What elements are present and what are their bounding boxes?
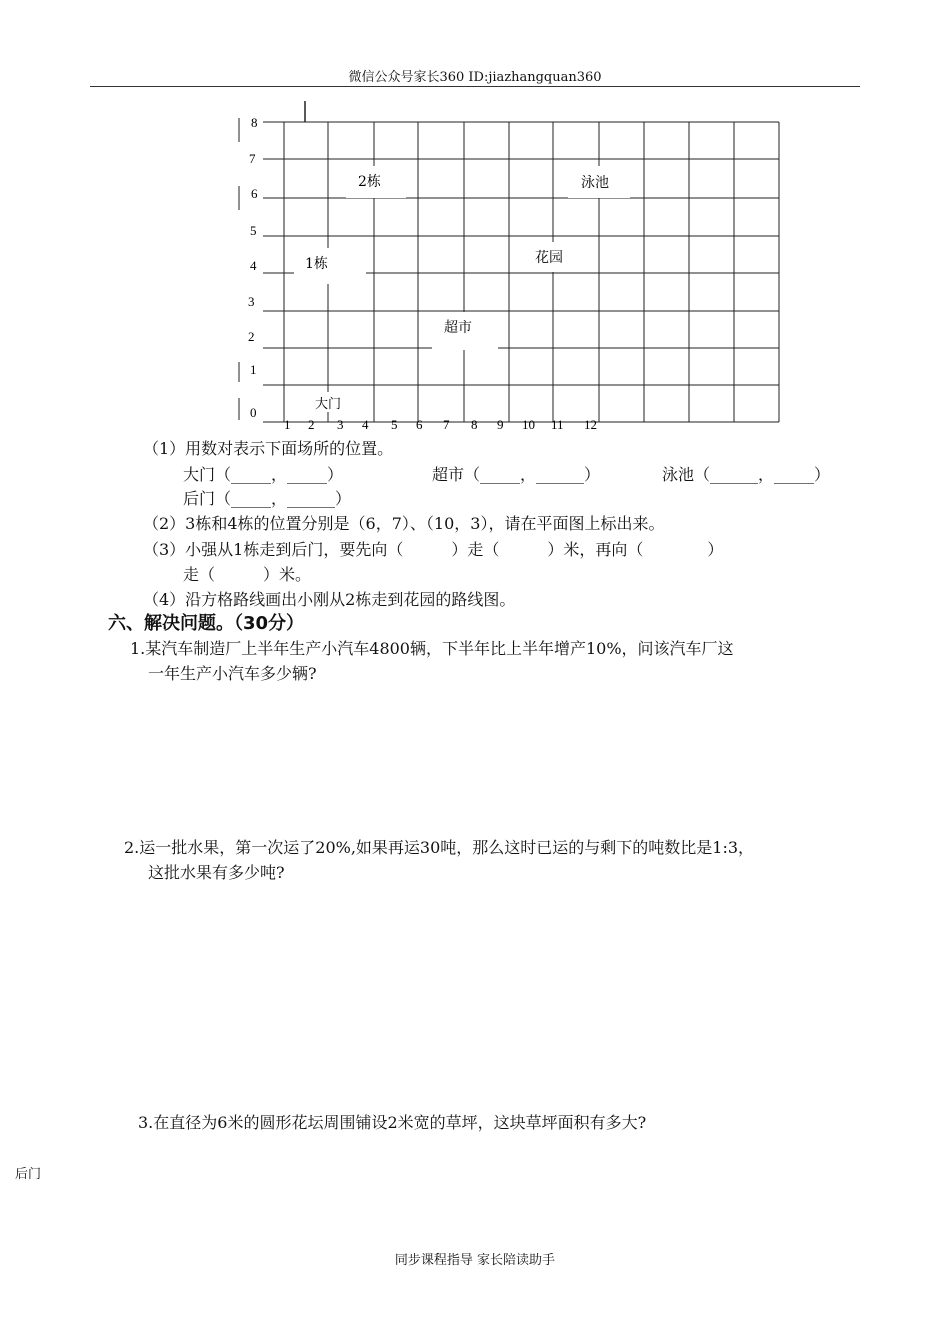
problem-1: 1.某汽车制造厂上半年生产小汽车4800辆，下半年比上半年增产10%，问该汽车厂这: [130, 639, 734, 658]
x-tick-label: 10: [522, 417, 535, 432]
y-tick-label: 2: [248, 329, 255, 344]
problem-2-cont: 这批水果有多少吨?: [148, 863, 285, 882]
section-6-title: 六、解决问题。（30分）: [108, 613, 305, 634]
x-tick-label: 4: [362, 417, 369, 432]
y-tick-label: 4: [250, 258, 257, 273]
y-tick-label: 0: [250, 405, 257, 420]
page-header: 微信公众号家长360 ID:jiazhangquan360: [348, 70, 602, 85]
question-1: （1）用数对表示下面场所的位置。: [143, 439, 394, 458]
x-tick-label: 6: [416, 417, 423, 432]
x-tick-label: 7: [443, 417, 450, 432]
problem-3: 3.在直径为6米的圆形花坛周围铺设2米宽的草坪，这块草坪面积有多大?: [138, 1113, 647, 1132]
question-4: （4）沿方格路线画出小刚从2栋走到花园的路线图。: [143, 590, 516, 609]
y-tick-label: 3: [248, 294, 255, 309]
y-tick-label: 1: [250, 362, 257, 377]
back-gate-label: 后门: [15, 1167, 42, 1182]
place-gate: 大门: [315, 397, 342, 412]
x-tick-label: 5: [391, 417, 398, 432]
page-footer: 同步课程指导 家长陪读助手: [394, 1253, 556, 1268]
x-tick-label: 12: [584, 417, 597, 432]
x-tick-label: 2: [308, 417, 315, 432]
question-2: （2）3栋和4栋的位置分别是（6，7）、（10，3），请在平面图上标出来。: [143, 514, 665, 533]
coordinate-map: [0, 0, 950, 440]
y-tick-label: 7: [249, 151, 256, 166]
place-building-1: 1栋: [305, 256, 328, 272]
place-pool: 泳池: [581, 175, 609, 191]
x-tick-label: 8: [471, 417, 478, 432]
x-tick-label: 3: [337, 417, 344, 432]
place-garden: 花园: [535, 250, 563, 266]
y-tick-label: 5: [250, 223, 257, 238]
x-tick-label: 9: [497, 417, 504, 432]
answer-back-gate: 后门（_____，______）: [183, 489, 352, 508]
question-3: （3）小强从1栋走到后门，要先向（ ）走（ ）米，再向（ ）: [143, 540, 724, 559]
x-tick-label: 1: [284, 417, 291, 432]
answer-pool: 泳池（______，_____）: [662, 465, 831, 484]
place-market: 超市: [444, 320, 472, 336]
x-tick-label: 11: [551, 417, 564, 432]
answer-gate: 大门（_____，_____）: [183, 465, 344, 484]
y-tick-label: 8: [251, 115, 258, 130]
place-building-2: 2栋: [358, 174, 381, 190]
problem-2: 2.运一批水果，第一次运了20%,如果再运30吨，那么这时已运的与剩下的吨数比是1:3，: [124, 838, 755, 857]
question-3-cont: 走（ ）米。: [183, 565, 312, 584]
y-tick-label: 6: [251, 186, 258, 201]
problem-1-cont: 一年生产小汽车多少辆?: [148, 664, 317, 683]
answer-market: 超市（_____，______）: [432, 465, 601, 484]
